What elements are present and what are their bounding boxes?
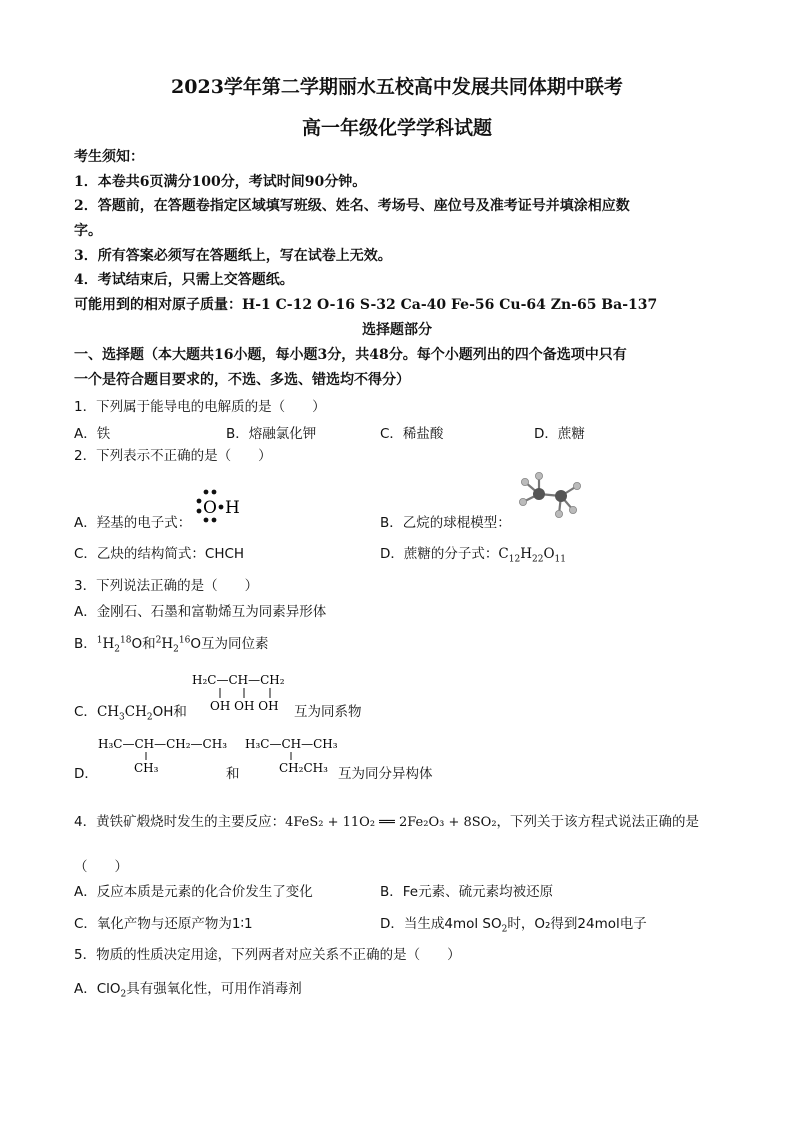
oxygen-symbol: O <box>203 498 217 518</box>
q4-paren: （ ） <box>74 859 128 875</box>
q3-c-suffix: 互为同系物 <box>294 704 362 720</box>
q3-d-prefix: D． <box>74 766 98 782</box>
notice-item-1: 1．本卷共6页满分100分，考试时间90分钟。 <box>74 174 367 190</box>
q1-option-a: A．铁 <box>74 426 111 442</box>
glycerol-hydroxyls: OH OH OH <box>210 699 279 713</box>
q3-stem: 3．下列说法正确的是（ ） <box>74 578 259 594</box>
section-instructions-1: 一、选择题（本大题共16小题，每小题3分，共48分。每个小题列出的四个备选项中只有 <box>74 347 627 363</box>
glycerol-chain: H₂C—CH—CH₂ <box>192 673 285 687</box>
q4-equation: 4FeS₂ + 11O₂ ══ 2Fe₂O₃ + 8SO₂ <box>285 815 497 830</box>
notice-item-2-cont: 字。 <box>74 223 102 239</box>
q4-d-sub: 2 <box>501 924 508 935</box>
q3-b-o-and: O和 <box>131 636 156 652</box>
q4-option-b: B．Fe元素、硫元素均被还原 <box>380 884 554 900</box>
q1-option-d: D．蔗糖 <box>534 426 585 442</box>
q2-formula-c-sub: 12 <box>508 554 521 565</box>
q4-option-c: C．氧化产物与还原产物为1∶1 <box>74 916 253 932</box>
atomic-masses: 可能用到的相对原子质量：H-1 C-12 O-16 S-32 Ca-40 Fe-56 Cu-64 Zn-65 Ba-137 <box>74 297 658 313</box>
structure-1-branch: CH₃ <box>134 761 159 775</box>
q3-d-and: 和 <box>226 766 240 782</box>
q1-stem: 1．下列属于能导电的电解质的是（ ） <box>74 399 326 415</box>
q2-formula-c: C <box>498 546 509 562</box>
section-instructions-2: 一个是符合题目要求的，不选、多选、错选均不得分） <box>74 372 410 388</box>
q3-b-h2: H <box>161 636 174 652</box>
q2-option-b: B．乙烷的球棍模型： <box>380 515 511 531</box>
q3-option-a: A．金刚石、石墨和富勒烯互为同素异形体 <box>74 604 327 620</box>
q3-b-mass-2: 2 <box>155 635 162 646</box>
q2-option-d-prefix: D．蔗糖的分子式： <box>380 546 499 562</box>
q3-b-h: H <box>102 636 115 652</box>
q5-option-a <box>74 977 302 1000</box>
q2-formula-h: H <box>520 546 532 562</box>
q3-c-ch3: CH <box>96 704 120 720</box>
q4-stem <box>74 810 699 830</box>
q3-b-suffix: O互为同位素 <box>190 636 269 652</box>
q3-c-sub-3: 3 <box>119 712 125 723</box>
q3-c-prefix: C． <box>74 704 97 720</box>
structure-1-chain: H₃C—CH—CH₂—CH₃ <box>98 737 228 751</box>
section-title: 选择题部分 <box>362 322 432 338</box>
q2-formula-o-sub: 11 <box>554 554 566 565</box>
q3-b-prefix: B． <box>74 636 97 652</box>
hydrogen-symbol: H <box>225 498 240 518</box>
q4-stem-prefix: 4．黄铁矿煅烧时发生的主要反应： <box>74 814 286 830</box>
q3-c-oh-and: OH和 <box>152 704 187 720</box>
model-bonds <box>523 476 577 514</box>
q4-d-suffix: 时，O₂得到24mol电子 <box>507 916 647 932</box>
structure-2-branch: CH₂CH₃ <box>279 761 328 775</box>
q4-option-d <box>380 912 647 935</box>
q5-a-sub: 2 <box>120 989 127 1000</box>
q4-stem-suffix: ，下列关于该方程式说法正确的是 <box>496 814 700 830</box>
q5-a-suffix: 具有强氧化性，可用作消毒剂 <box>126 981 302 997</box>
q3-b-sub-2b: 2 <box>173 644 179 655</box>
butane-branched-structure <box>96 732 236 776</box>
q5-a-prefix: A．ClO <box>74 981 121 997</box>
q2-formula-h-sub: 22 <box>531 554 544 565</box>
notice-item-3: 3．所有答案必须写在答题纸上，写在试卷上无效。 <box>74 248 392 264</box>
q4-d-prefix: D．当生成4mol SO <box>380 916 502 932</box>
q3-b-sub-2a: 2 <box>114 644 121 655</box>
q3-option-c <box>74 700 187 723</box>
q2-formula-o: O <box>543 546 555 562</box>
q3-c-ch2: CH <box>124 704 147 720</box>
exam-subtitle: 高一年级化学学科试题 <box>301 117 492 139</box>
q3-b-mass-1: 1 <box>96 635 103 646</box>
exam-title: 2023学年第二学期丽水五校高中发展共同体期中联考 <box>171 76 623 98</box>
q3-d-suffix: 互为同分异构体 <box>338 766 433 782</box>
q3-c-sub-2: 2 <box>146 712 153 723</box>
q3-b-mass-16: 16 <box>178 635 191 646</box>
structure-2-chain: H₃C—CH—CH₃ <box>245 737 338 751</box>
butane-ethyl-structure <box>243 732 343 776</box>
q2-option-d <box>380 542 566 565</box>
q2-option-a: A．羟基的电子式： <box>74 515 192 531</box>
hydroxyl-electron-dot <box>190 484 250 528</box>
q4-option-a: A．反应本质是元素的化合价发生了变化 <box>74 884 313 900</box>
q3-b-mass-18: 18 <box>120 635 132 646</box>
q2-stem: 2．下列表示不正确的是（ ） <box>74 448 272 464</box>
notice-heading: 考生须知： <box>74 149 144 165</box>
q2-option-c: C．乙炔的结构简式：CHCH <box>74 546 245 562</box>
q5-stem: 5．物质的性质决定用途，下列两者对应关系不正确的是（ ） <box>74 947 461 963</box>
glycerol-structure <box>190 668 300 716</box>
q1-option-b: B．熔融氯化钾 <box>226 426 317 442</box>
ethane-ball-stick-model <box>515 468 585 522</box>
q3-option-b <box>74 632 268 655</box>
q1-option-c: C．稀盐酸 <box>380 426 444 442</box>
glycerol-bonds <box>220 688 270 698</box>
notice-item-2: 2．答题前，在答题卷指定区域填写班级、姓名、考场号、座位号及准考证号并填涂相应数 <box>74 198 630 214</box>
notice-item-4: 4．考试结束后，只需上交答题纸。 <box>74 272 294 288</box>
